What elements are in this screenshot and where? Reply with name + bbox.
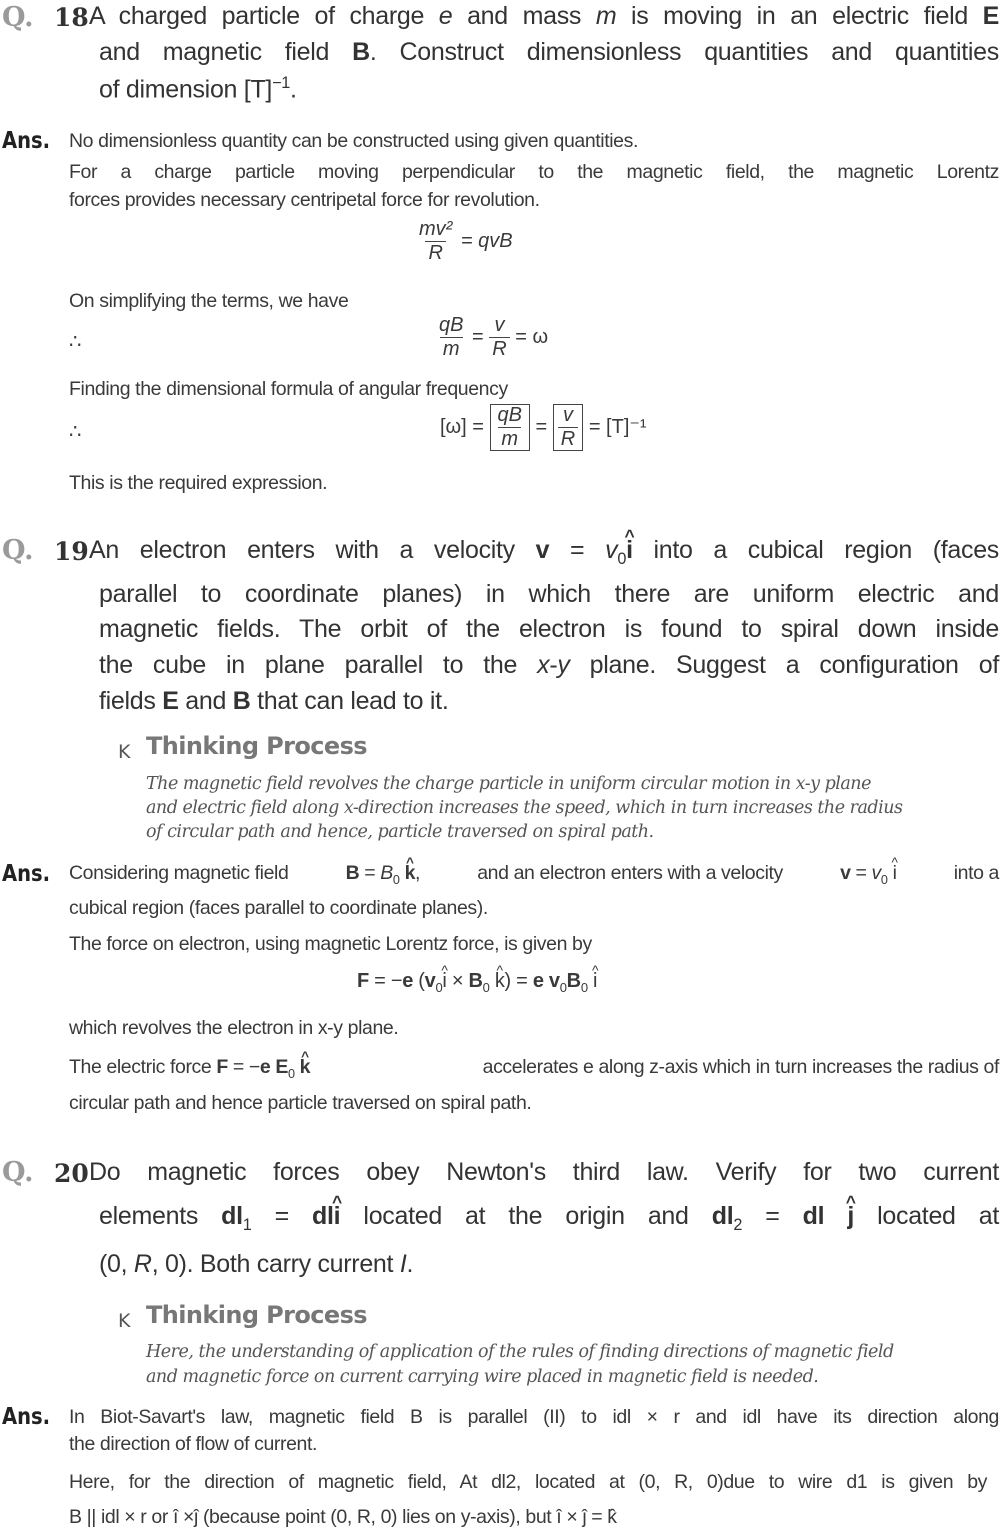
answer-text: In Biot-Savart's law, magnetic field B is parallel (II) to idl × r and idl have its direction along <box>69 1406 999 1428</box>
equation-lorentz-force: F = −e ($v_0i$ ^ × $B_0$ k ^) = e $v_0B_0$ i ^ <box>357 970 597 995</box>
answer-text: Considering magnetic field $B = B_0$ k ^, and an electron enters with a velocity $v = v_0$ i ^ into a <box>69 862 999 887</box>
question-marker: Q. <box>2 1157 34 1188</box>
question-text-line: Do magnetic forces obey Newton's third law. Verify for two current <box>89 1158 999 1186</box>
question-number: 18 <box>54 3 89 32</box>
question-text-line: the cube in plane parallel to the x-y plane. Suggest a configuration of <box>99 651 999 679</box>
answer-text: cubical region (faces parallel to coordinate planes). <box>69 897 488 919</box>
question-marker: Q. <box>2 2 34 33</box>
question-text-line: fields E and B that can lead to it. <box>99 687 449 715</box>
answer-label: Ans. <box>2 128 51 154</box>
thinking-process-title: Thinking Process <box>146 732 367 760</box>
thinking-process-text: The magnetic field revolves the charge particle in uniform circular motion in x-y plane <box>146 774 871 794</box>
therefore-symbol: ∴ <box>69 331 82 353</box>
thinking-process-text: of circular path and hence, particle traversed on spiral path. <box>146 822 654 842</box>
answer-text: This is the required expression. <box>69 472 328 494</box>
answer-label: Ans. <box>2 861 51 887</box>
answer-text: circular path and hence particle traversed on spiral path. <box>69 1092 532 1114</box>
question-marker: Q. <box>2 535 34 566</box>
answer-text: Here, for the direction of magnetic field, At dl2, located at (0, R, 0)due to wire d1 is given by <box>69 1471 987 1493</box>
question-text-line: of dimension $[T]^{-1}$. <box>99 74 297 104</box>
question-text-line: elements $dl_1$ = dli ^ located at the origin and $dl_2$ = dl j ^ located at <box>99 1202 999 1235</box>
question-number: 19 <box>54 537 89 566</box>
answer-text: Finding the dimensional formula of angular frequency <box>69 378 508 400</box>
question-text-line: (0, R, 0). Both carry current I. <box>99 1250 414 1278</box>
thinking-process-marker: K <box>118 741 131 763</box>
answer-text: The electric force F = −e $E_0$ k ^ accelerates e along z-axis which in turn increases the radius of <box>69 1056 999 1081</box>
question-text-line: A charged particle of charge e and mass m is moving in an electric field E <box>89 2 1000 30</box>
equation-angular-frequency: $\frac{qB}{m}$ = $\frac{v}{R}$ = ω <box>439 314 549 360</box>
thinking-process-text: and magnetic force on current carrying wire placed in magnetic field is needed. <box>146 1367 819 1387</box>
answer-text: For a charge particle moving perpendicular to the magnetic field, the magnetic Lorentz <box>69 161 999 183</box>
thinking-process-text: Here, the understanding of application of the rules of finding directions of magnetic field <box>146 1342 894 1362</box>
answer-text: the direction of flow of current. <box>69 1433 318 1455</box>
answer-text: B || idl × r or î ×ĵ (because point (0, R, 0) lies on y-axis), but î × ĵ = k̂ <box>69 1506 617 1528</box>
question-text-line: An electron enters with a velocity $v = v_0i$ ^ into a cubical region (faces <box>89 536 999 569</box>
therefore-symbol: ∴ <box>69 421 82 443</box>
answer-text: forces provides necessary centripetal force for revolution. <box>69 189 540 211</box>
thinking-process-marker: K <box>118 1310 131 1332</box>
question-number: 20 <box>54 1159 89 1188</box>
answer-text: which revolves the electron in x-y plane. <box>69 1017 399 1039</box>
answer-label: Ans. <box>2 1404 51 1430</box>
answer-text: On simplifying the terms, we have <box>69 290 349 312</box>
thinking-process-text: and electric field along x-direction increases the speed, which in turn increases the radius <box>146 798 903 818</box>
thinking-process-title: Thinking Process <box>146 1301 367 1329</box>
equation-dimensional-formula: [ω] = $\frac{qB}{m}$ = $\frac{v}{R}$ = [T]⁻¹ <box>440 404 647 450</box>
answer-text: The force on electron, using magnetic Lorentz force, is given by <box>69 933 592 955</box>
equation-centripetal: $\frac{\text{mv²}}{R}$ = qvB <box>419 218 513 264</box>
question-text-line: parallel to coordinate planes) in which there are uniform electric and <box>99 580 999 608</box>
question-text-line: and magnetic field B. Construct dimensionless quantities and quantities <box>99 38 999 66</box>
question-text-line: magnetic fields. The orbit of the electron is found to spiral down inside <box>99 615 999 643</box>
answer-text: No dimensionless quantity can be constructed using given quantities. <box>69 130 638 152</box>
